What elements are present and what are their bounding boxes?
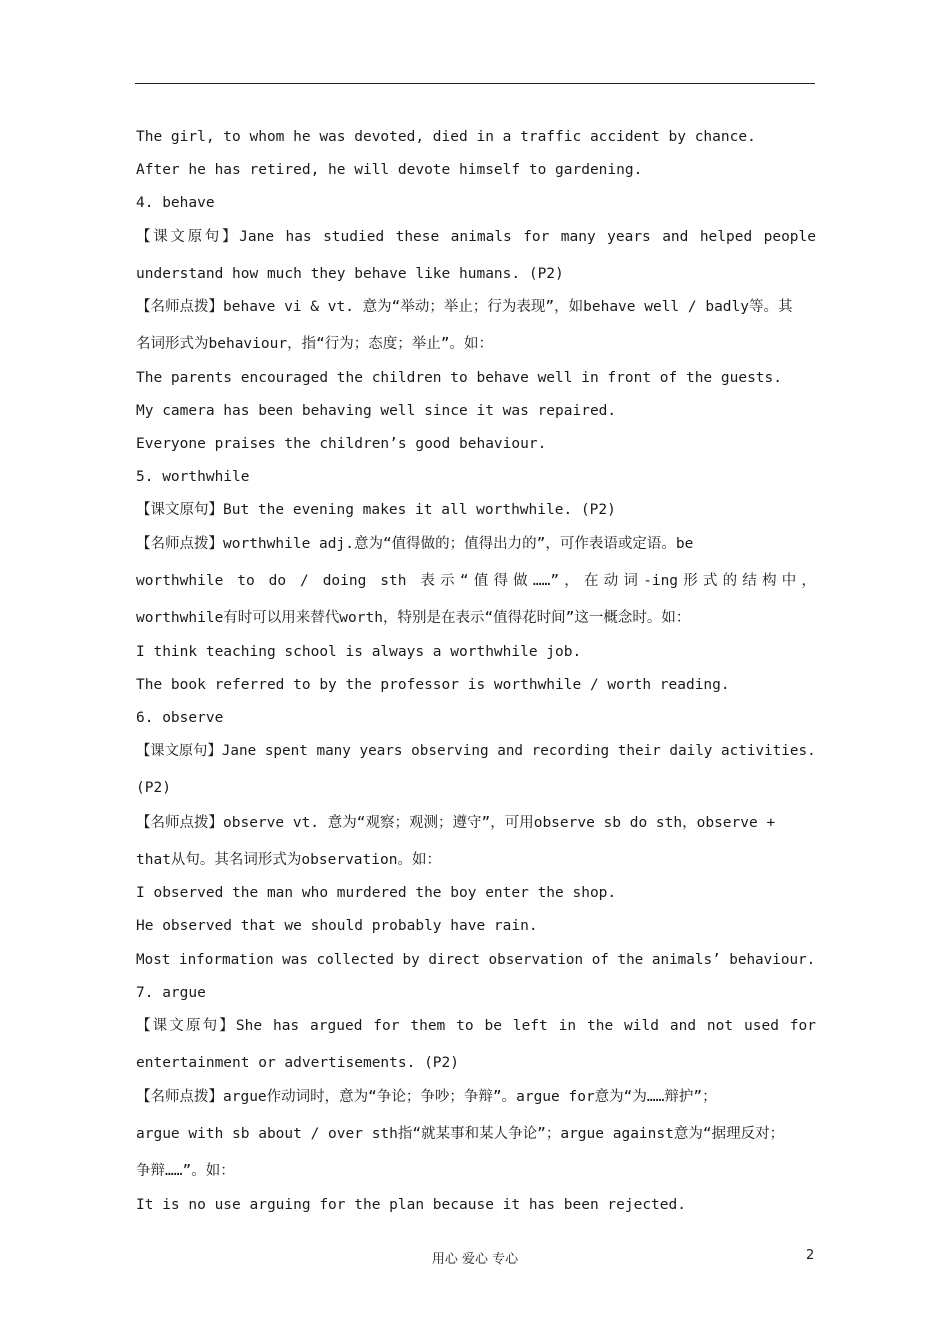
text-line: 【课文原句】Jane spent many years observing and recording their daily activities. (136, 743, 816, 759)
text-line: 争辩……”。如： (136, 1163, 235, 1179)
text-line: argue with sb about / over sth指“就某事和某人争论”；argue against意为“据理反对； (136, 1126, 785, 1142)
text-line: He observed that we should probably have rain. (136, 918, 538, 934)
text-line: 【课文原句】She has argued for them to be left in the wild and not used for (136, 1018, 816, 1034)
page-footer: 用心 爱心 专心 (431, 1252, 519, 1267)
text-line: 【课文原句】Jane has studied these animals for many years and helped people (136, 229, 816, 245)
text-line: entertainment or advertisements. (P2) (136, 1055, 460, 1071)
section-heading: 4. behave (136, 195, 215, 211)
text-line: 【名师点拨】behave vi & vt. 意为“举动；举止；行为表现”，如behave well / badly等。其 (136, 299, 793, 315)
text-line: understand how much they behave like humans. (P2) (136, 266, 564, 282)
text-line: 【名师点拨】observe vt. 意为“观察；观测；遵守”，可用observe sb do sth，observe + (136, 815, 776, 831)
header-rule (135, 83, 815, 84)
text-line: (P2) (136, 780, 171, 796)
text-line: The book referred to by the professor is worthwhile / worth reading. (136, 677, 730, 693)
section-heading: 6. observe (136, 710, 224, 726)
text-line: After he has retired, he will devote himself to gardening. (136, 162, 643, 178)
section-heading: 7. argue (136, 985, 206, 1001)
text-line: Most information was collected by direct observation of the animals’ behaviour. (136, 952, 816, 968)
text-line: 名词形式为behaviour，指“行为；态度；举止”。如： (136, 336, 494, 352)
page-number: 2 (806, 1248, 815, 1263)
section-heading: 5. worthwhile (136, 469, 250, 485)
text-line: that从句。其名词形式为observation。如： (136, 852, 441, 868)
text-line: My camera has been behaving well since it was repaired. (136, 403, 617, 419)
text-line: The girl, to whom he was devoted, died in a traffic accident by chance. (136, 129, 756, 145)
text-line: worthwhile有时可以用来替代worth，特别是在表示“值得花时间”这一概念时。如： (136, 610, 691, 626)
text-line: I think teaching school is always a worthwhile job. (136, 644, 582, 660)
text-line: Everyone praises the children’s good behaviour. (136, 436, 547, 452)
text-line: 【课文原句】But the evening makes it all worthwhile. (P2) (136, 502, 616, 518)
text-line: worthwhile to do / doing sth 表示“值得做……”，在动词-ing形式的结构中， (136, 573, 816, 589)
text-line: 【名师点拨】argue作动词时，意为“争论；争吵；争辩”。argue for意为“为……辩护”； (136, 1089, 717, 1105)
text-line: It is no use arguing for the plan because it has been rejected. (136, 1197, 686, 1213)
text-line: I observed the man who murdered the boy enter the shop. (136, 885, 617, 901)
text-line: 【名师点拨】worthwhile adj.意为“值得做的；值得出力的”，可作表语或定语。be (136, 536, 694, 552)
text-line: The parents encouraged the children to behave well in front of the guests. (136, 370, 783, 386)
